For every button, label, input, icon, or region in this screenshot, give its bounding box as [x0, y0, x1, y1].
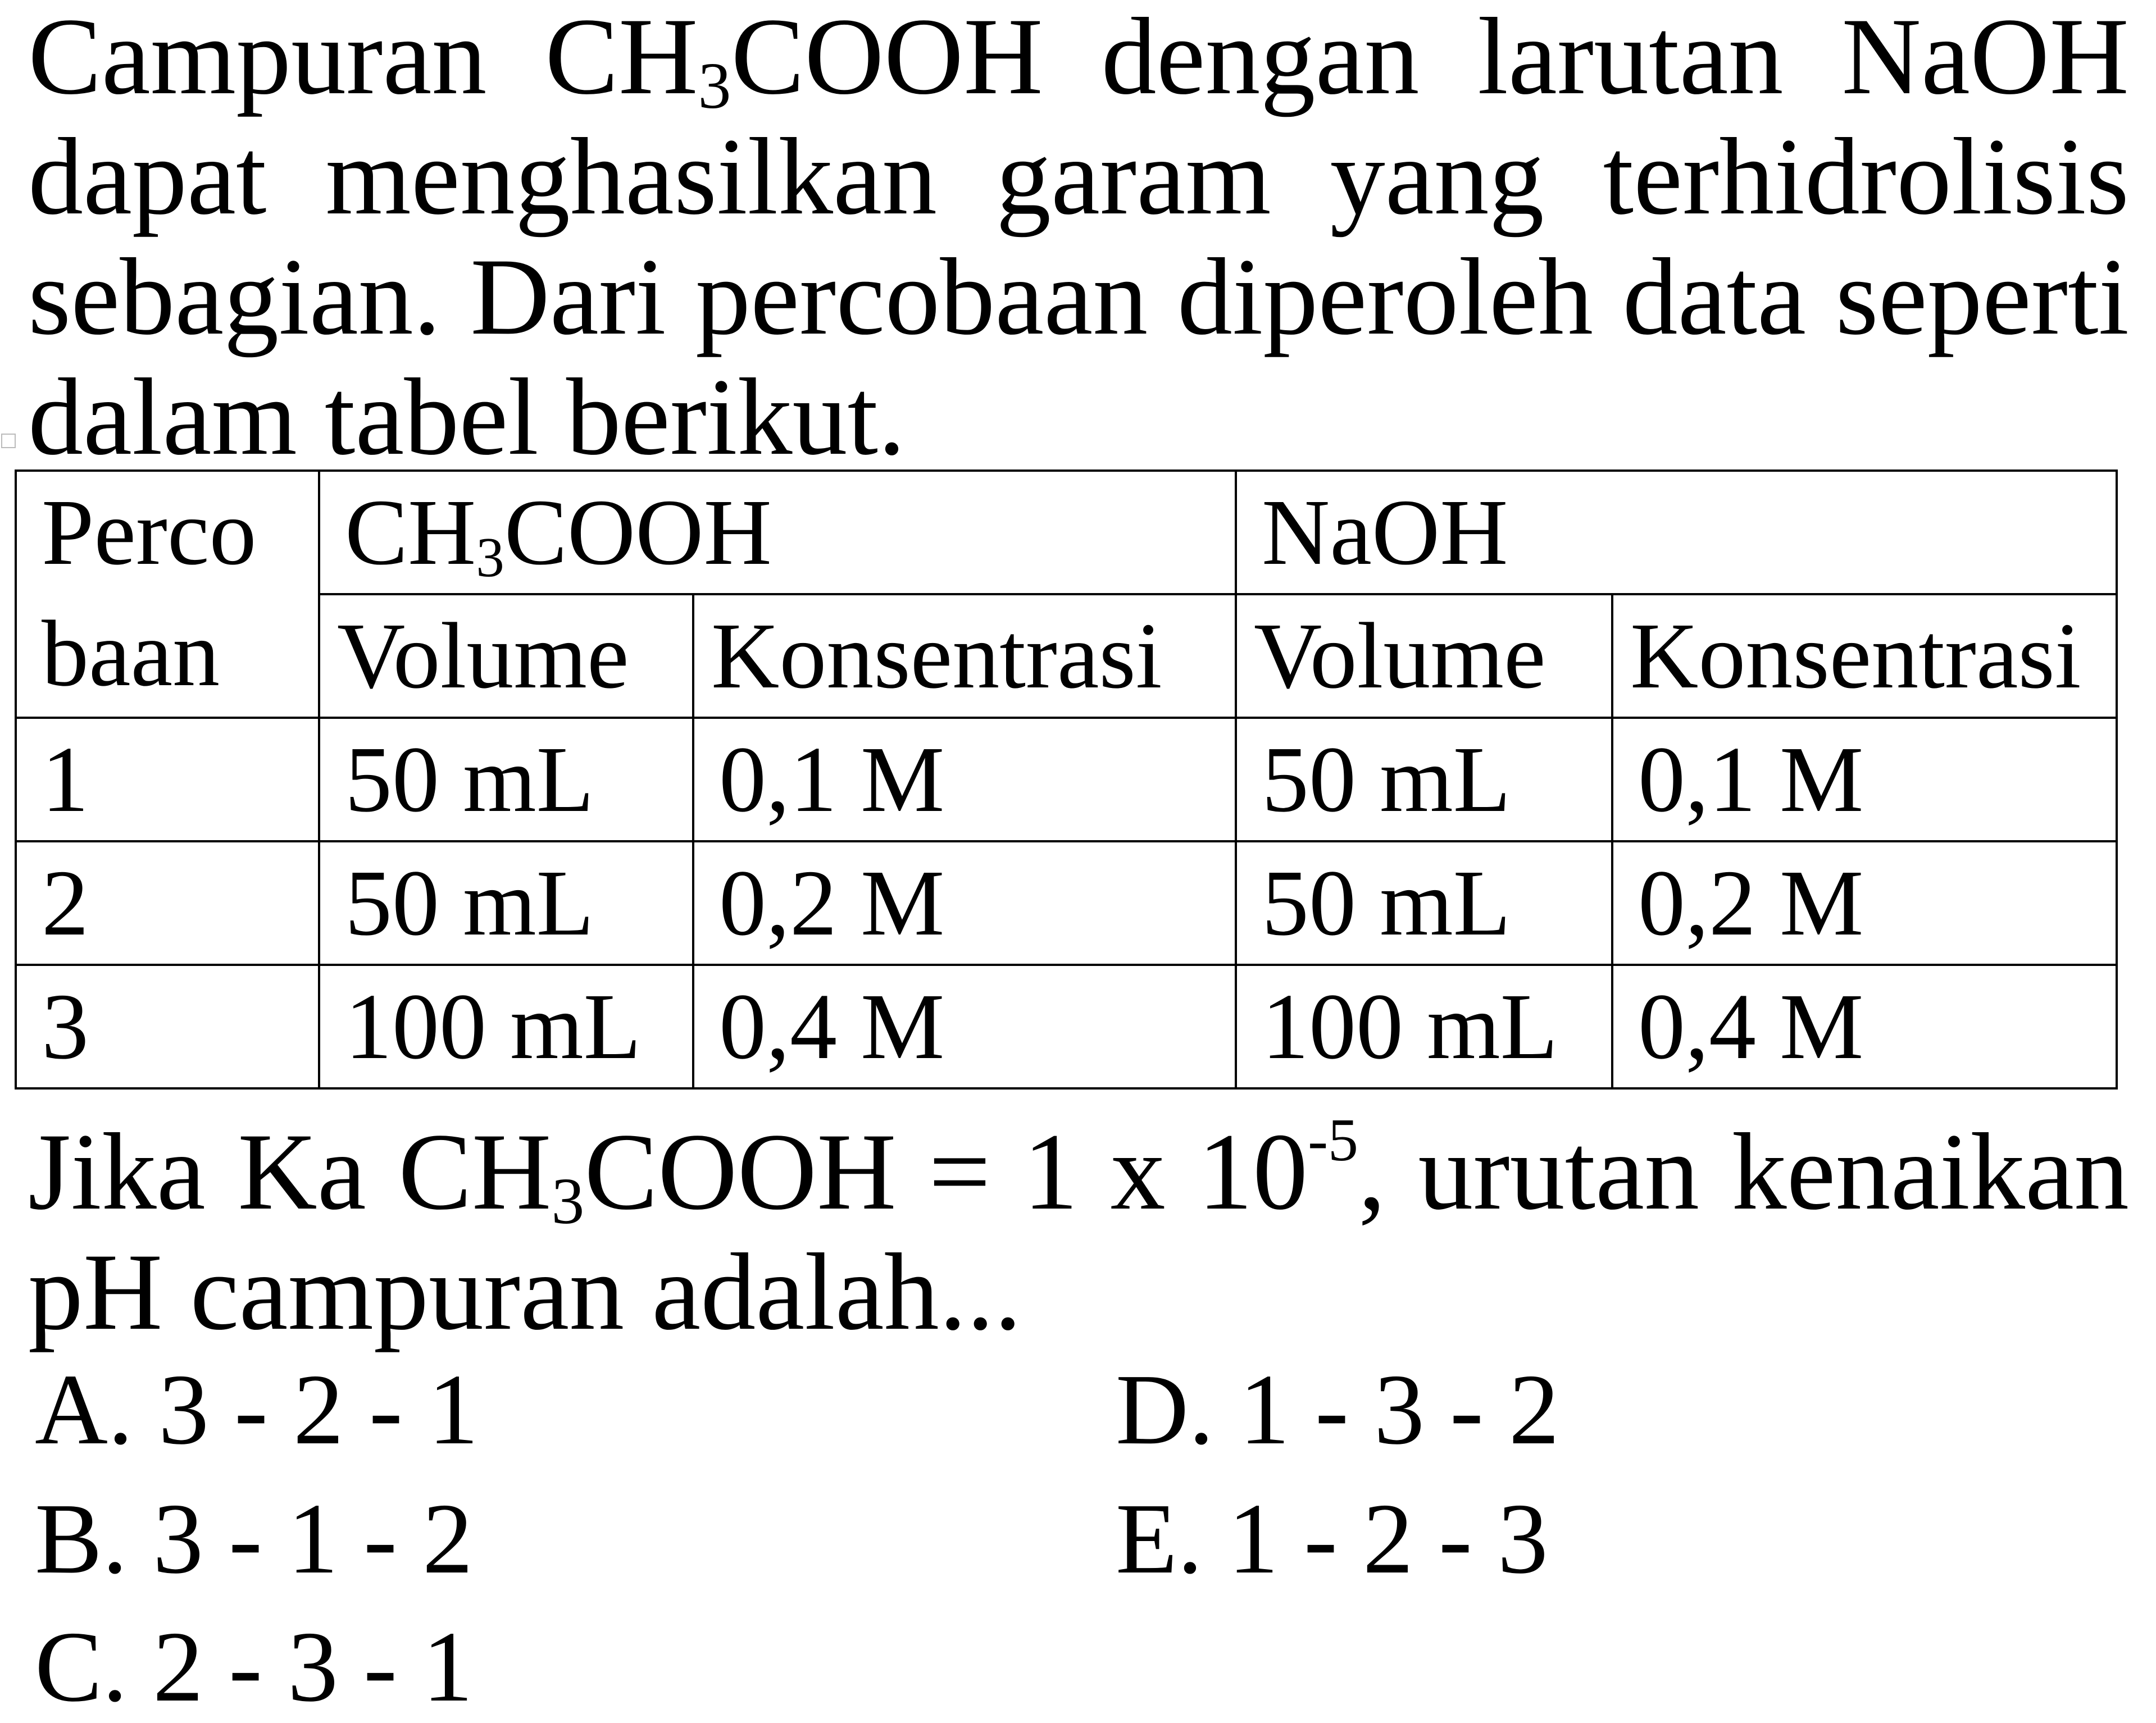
header-percobaan-line1: Perco — [42, 480, 257, 585]
header-percobaan-line2: baan — [42, 601, 220, 706]
table-cell: 0,4 M — [693, 965, 1236, 1088]
intro-text-start: Campuran CH — [28, 0, 698, 117]
intro-subscript: 3 — [698, 49, 731, 122]
option-c[interactable]: C. 2 - 3 - 1 — [35, 1611, 473, 1722]
table-cell: 1 — [16, 718, 319, 841]
data-table — [15, 470, 2118, 1090]
table-row — [16, 718, 2117, 841]
table-cell: 100 mL — [319, 965, 693, 1088]
table-cell: 2 — [16, 841, 319, 965]
header-acid-conc: Konsentrasi — [693, 594, 1236, 718]
option-b[interactable]: B. 3 - 1 - 2 — [35, 1483, 473, 1594]
question-text: Jika Ka $CH_3COOH = 1$ x $10^{-5}$, urutan kenaikan pH campuran adalah... — [28, 1106, 2130, 1353]
table-cell: 50 mL — [1236, 841, 1612, 965]
header-base-conc: Konsentrasi — [1612, 594, 2117, 718]
header-base: NaOH — [1236, 471, 2117, 594]
table-cell: 100 mL — [1236, 965, 1612, 1088]
table-row — [16, 965, 2117, 1088]
intro-text-end: COOH dengan larutan NaOH dapat menghasilkan garam yang terhidrolisis sebagian. Dari percobaan diperoleh data seperti dalam tabel berikut. — [28, 0, 2130, 478]
table-cell: 50 mL — [1236, 718, 1612, 841]
table-cell: 0,2 M — [693, 841, 1236, 965]
table-cell: 0,4 M — [1612, 965, 2117, 1088]
table-subheader-row — [16, 594, 2117, 718]
anchor-marker — [1, 434, 16, 448]
table-cell: 50 mL — [319, 718, 693, 841]
option-e[interactable]: E. 1 - 2 - 3 — [1116, 1483, 1548, 1594]
table-cell: 50 mL — [319, 841, 693, 965]
table-cell: 0,1 M — [1612, 718, 2117, 841]
header-base-volume: Volume — [1236, 594, 1612, 718]
table-cell: 3 — [16, 965, 319, 1088]
table-cell: 0,2 M — [1612, 841, 2117, 965]
header-acid-volume: Volume — [319, 594, 693, 718]
header-acid: $CH_3COOH$ — [319, 471, 1236, 594]
option-a[interactable]: A. 3 - 2 - 1 — [35, 1353, 479, 1465]
intro-paragraph — [28, 0, 2129, 477]
table-row — [16, 841, 2117, 965]
table-cell: 0,1 M — [693, 718, 1236, 841]
table-header-row — [16, 471, 2117, 594]
option-d[interactable]: D. 1 - 3 - 2 — [1116, 1353, 1559, 1465]
header-percobaan — [16, 471, 319, 718]
